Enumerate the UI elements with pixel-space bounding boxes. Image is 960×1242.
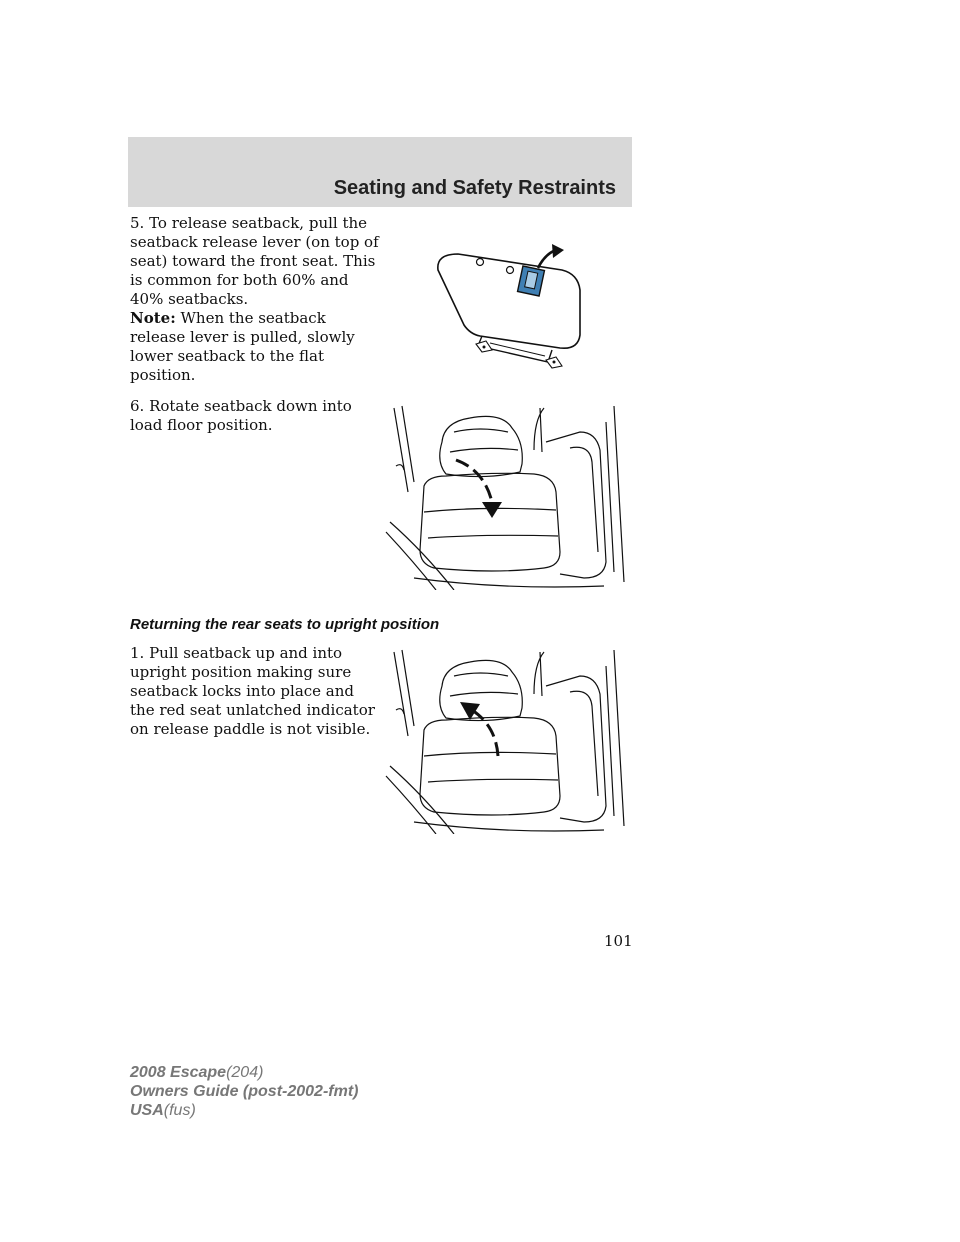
step-5-text: 5. To release seatback, pull the seatback release lever (on top of seat) toward the front seat. This is common for both 60% and 40% seatbacks.	[130, 214, 379, 308]
note-text: When the seatback release lever is pulled, slowly lower seatback to the flat position.	[130, 309, 355, 384]
seatback-fold-down-illustration	[384, 402, 634, 590]
note-paragraph	[130, 309, 380, 385]
section-title: Seating and Safety Restraints	[333, 177, 616, 199]
note-label: Note:	[130, 309, 176, 327]
footer-market: USA	[130, 1102, 164, 1119]
footer-line-3	[130, 1101, 358, 1120]
footer-line-2: Owners Guide (post-2002-fmt)	[130, 1083, 359, 1100]
step-6-text: 6. Rotate seatback down into load floor position.	[130, 397, 352, 434]
footer-line-1	[130, 1063, 358, 1082]
page-number: 101	[604, 932, 633, 950]
footer-model: 2008 Escape	[130, 1064, 227, 1081]
seatback-release-lever-illustration	[420, 240, 610, 375]
step-1-text: 1. Pull seatback up and into upright position making sure seatback locks into place and the red seat unlatched indicator on release paddle is not visible.	[130, 644, 375, 738]
document-footer	[130, 1063, 358, 1120]
section-header-band	[128, 137, 632, 207]
seatback-raise-upright-illustration	[384, 646, 634, 834]
subheading: Returning the rear seats to upright position	[130, 616, 440, 633]
footer-market-code: (fus)	[163, 1102, 196, 1119]
footer-model-code: (204)	[226, 1064, 264, 1081]
